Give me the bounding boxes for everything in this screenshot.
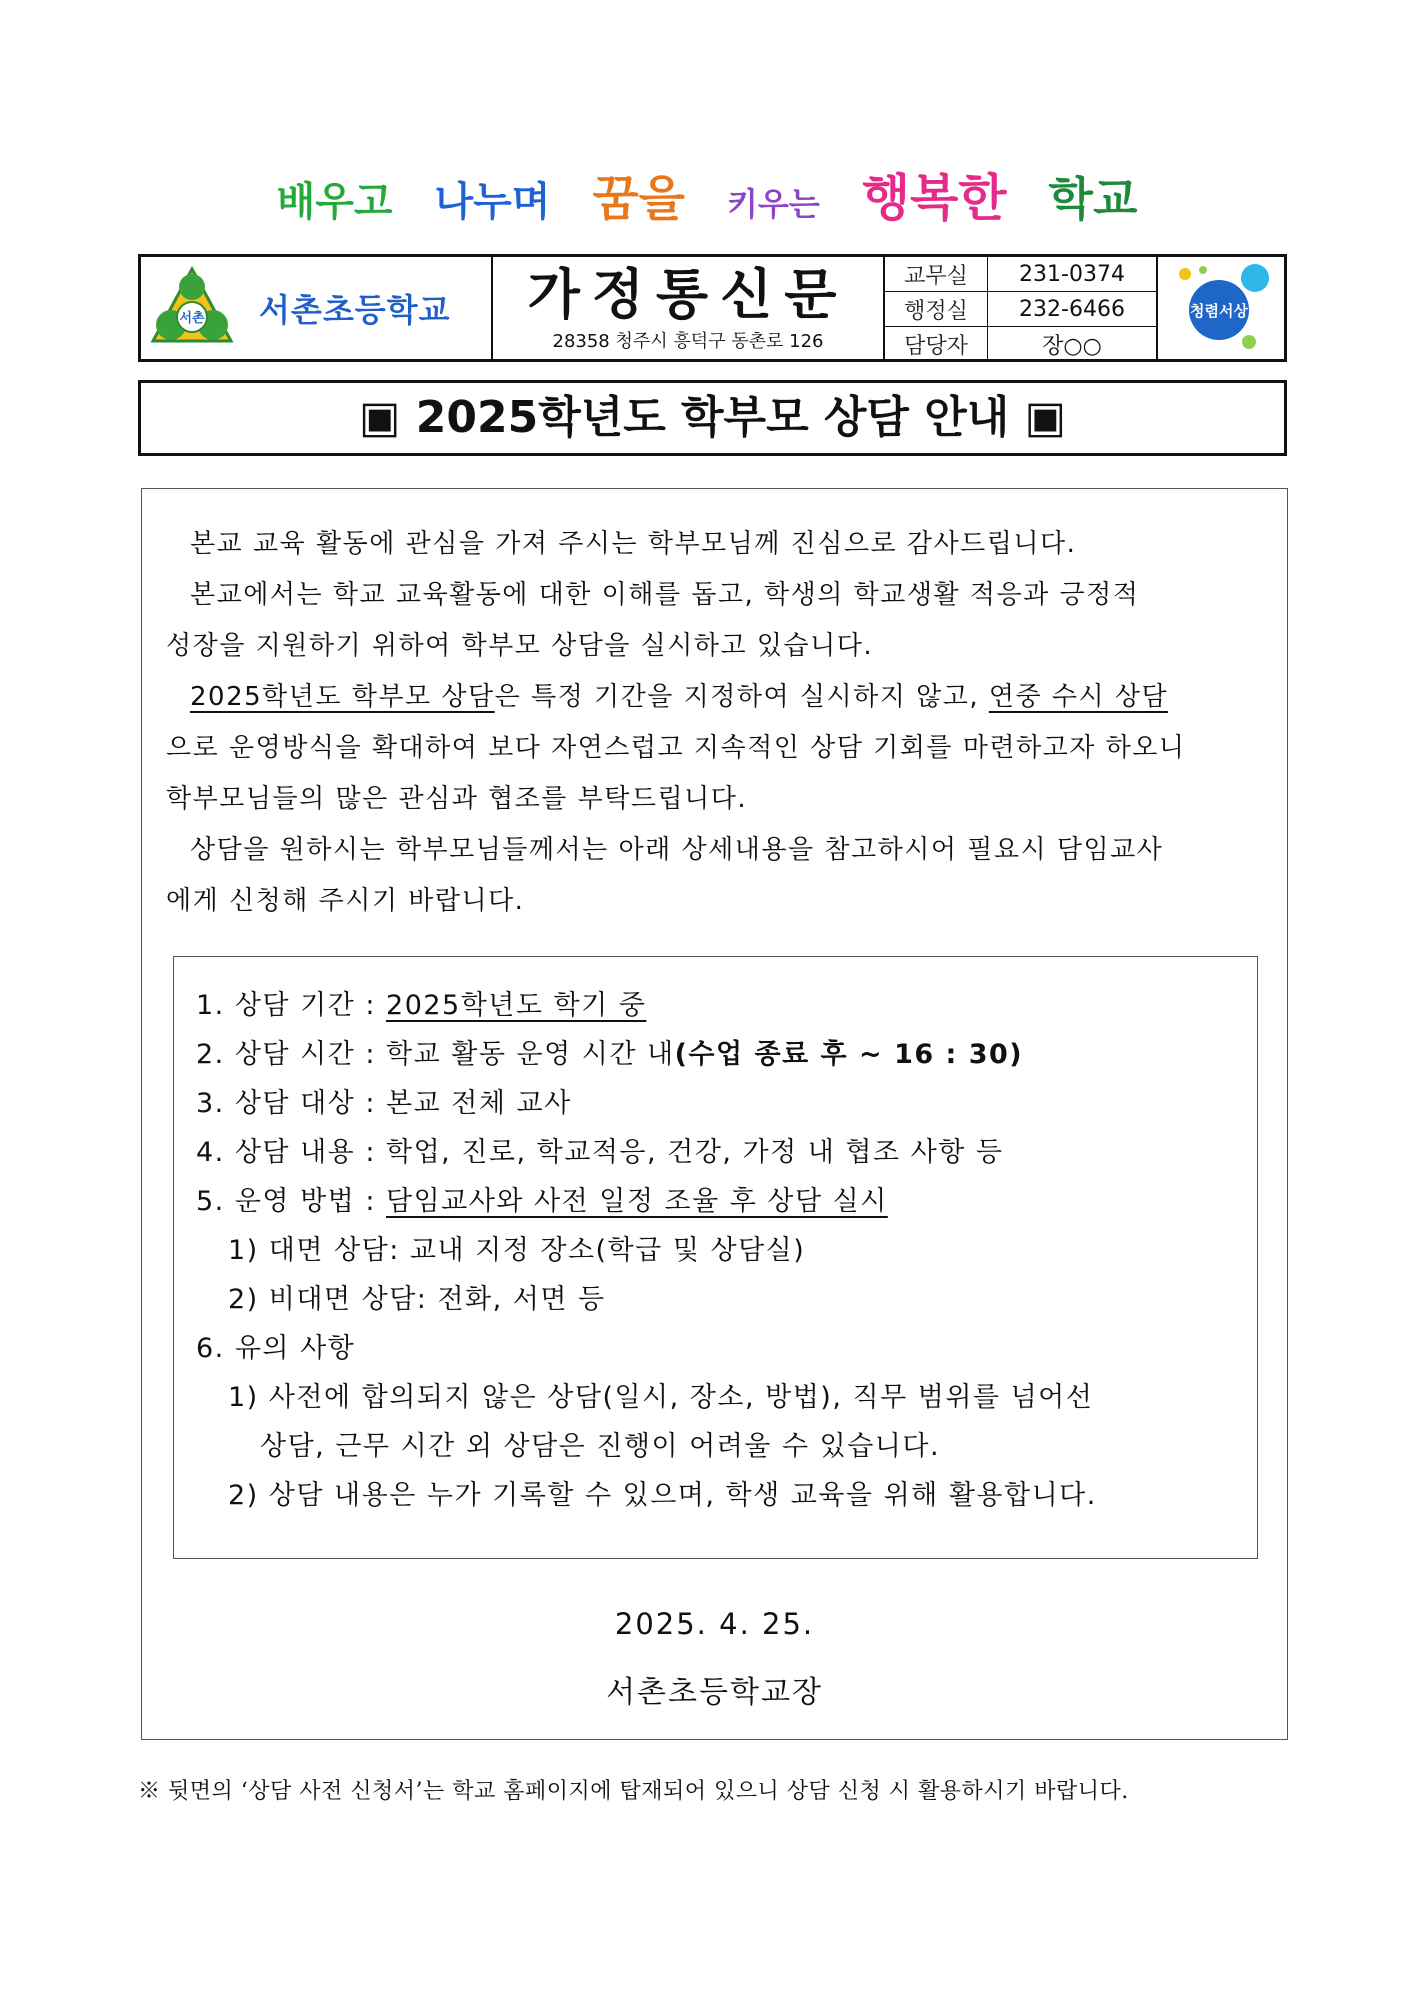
slogan-word: 배우고 bbox=[276, 179, 393, 225]
detail-item bbox=[196, 1177, 1246, 1226]
detail-value: (수업 종료 후 ~ 16 : 30) bbox=[674, 1039, 1024, 1070]
contact-value: 231-0374 bbox=[988, 257, 1157, 292]
underlined-text: 2025학년도 학부모 상담 bbox=[190, 682, 495, 712]
school-block bbox=[141, 257, 493, 359]
details-list bbox=[196, 981, 1246, 1520]
contact-table bbox=[885, 257, 1158, 359]
school-emblem-icon bbox=[149, 265, 235, 351]
slogan-word: 꿈을 bbox=[592, 171, 686, 227]
school-name: 서촌초등학교 bbox=[259, 291, 451, 329]
intro-line: 으로 운영방식을 확대하여 보다 자연스럽고 지속적인 상담 기회를 마련하고자 하오니 bbox=[166, 733, 1186, 763]
contact-label: 교무실 bbox=[885, 257, 988, 292]
slogan-word: 키우는 bbox=[727, 185, 820, 223]
newsletter-title: 가정통신문 bbox=[527, 262, 849, 326]
underlined-text: 연중 수시 상담 bbox=[988, 682, 1169, 712]
slogan-word: 학교 bbox=[1048, 172, 1138, 226]
notice-title: ▣ 2025학년도 학부모 상담 안내 ▣ bbox=[138, 380, 1287, 456]
intro-line: 상담을 원하시는 학부모님들께서는 아래 상세내용을 참고하시어 필요시 담임교사 bbox=[190, 835, 1164, 865]
intro-line: 성장을 지원하기 위하여 학부모 상담을 실시하고 있습니다. bbox=[166, 631, 874, 661]
detail-item bbox=[196, 981, 1246, 1030]
integrity-logo bbox=[1158, 257, 1284, 359]
newsletter-header bbox=[138, 254, 1287, 362]
detail-item: 4. 상담 내용 : 학업, 진로, 학교적응, 건강, 가정 내 협조 사항 등 bbox=[196, 1137, 1004, 1168]
notice-body bbox=[141, 488, 1288, 1740]
detail-subitem: 2) 비대면 상담: 전화, 서면 등 bbox=[228, 1284, 606, 1315]
detail-item: 3. 상담 대상 : 본교 전체 교사 bbox=[196, 1088, 572, 1119]
title-block bbox=[493, 257, 885, 359]
detail-subitem: 1) 대면 상담: 교내 지정 장소(학급 및 상담실) bbox=[228, 1235, 806, 1266]
detail-subitem: 2) 상담 내용은 누가 기록할 수 있으며, 학생 교육을 위해 활용합니다. bbox=[228, 1480, 1097, 1511]
contact-value: 232-6466 bbox=[988, 292, 1157, 327]
detail-item: 6. 유의 사항 bbox=[196, 1333, 356, 1364]
contact-label: 행정실 bbox=[885, 292, 988, 327]
detail-item bbox=[196, 1030, 1246, 1079]
detail-subitem: 1) 사전에 합의되지 않은 상담(일시, 장소, 방법), 직무 범위를 넘어선 bbox=[228, 1382, 1094, 1413]
intro-text: 은 특정 기간을 지정하여 실시하지 않고, bbox=[494, 682, 989, 712]
detail-label: 2. 상담 시간 : 학교 활동 운영 시간 내 bbox=[196, 1039, 675, 1070]
details-box bbox=[173, 956, 1258, 1559]
integrity-logo-icon bbox=[1171, 260, 1271, 356]
intro-line: 본교에서는 학교 교육활동에 대한 이해를 돕고, 학생의 학교생활 적응과 긍정적 bbox=[190, 580, 1140, 610]
intro-line bbox=[166, 672, 1266, 723]
slogan-word: 나누며 bbox=[434, 179, 551, 225]
footnote: ※ 뒷면의 ‘상담 사전 신청서’는 학교 홈페이지에 탑재되어 있으니 상담 신청 시 활용하시기 바랍니다. bbox=[138, 1779, 1129, 1804]
detail-value: 2025학년도 학기 중 bbox=[386, 990, 647, 1021]
school-address: 28358 청주시 흥덕구 동촌로 126 bbox=[552, 331, 824, 352]
intro-paragraphs bbox=[166, 519, 1266, 927]
school-slogan bbox=[0, 158, 1414, 230]
contact-label: 담당자 bbox=[885, 327, 988, 362]
detail-value: 담임교사와 사전 일정 조율 후 상담 실시 bbox=[386, 1186, 888, 1217]
logo-text: 청렴서상 bbox=[1190, 302, 1248, 320]
contact-value: 장○○ bbox=[1042, 333, 1102, 359]
notice-date: 2025. 4. 25. bbox=[614, 1607, 815, 1641]
principal-signature: 서촌초등학교장 bbox=[606, 1675, 823, 1710]
detail-subitem: 상담, 근무 시간 외 상담은 진행이 어려울 수 있습니다. bbox=[260, 1431, 941, 1462]
emblem-text: 서촌 bbox=[179, 311, 205, 326]
slogan-word: 행복한 bbox=[861, 169, 1007, 227]
detail-label: 5. 운영 방법 : bbox=[196, 1186, 387, 1217]
intro-line: 본교 교육 활동에 관심을 가져 주시는 학부모님께 진심으로 감사드립니다. bbox=[190, 529, 1077, 559]
intro-line: 학부모님들의 많은 관심과 협조를 부탁드립니다. bbox=[166, 784, 748, 814]
detail-label: 1. 상담 기간 : bbox=[196, 990, 387, 1021]
intro-line: 에게 신청해 주시기 바랍니다. bbox=[166, 886, 525, 916]
